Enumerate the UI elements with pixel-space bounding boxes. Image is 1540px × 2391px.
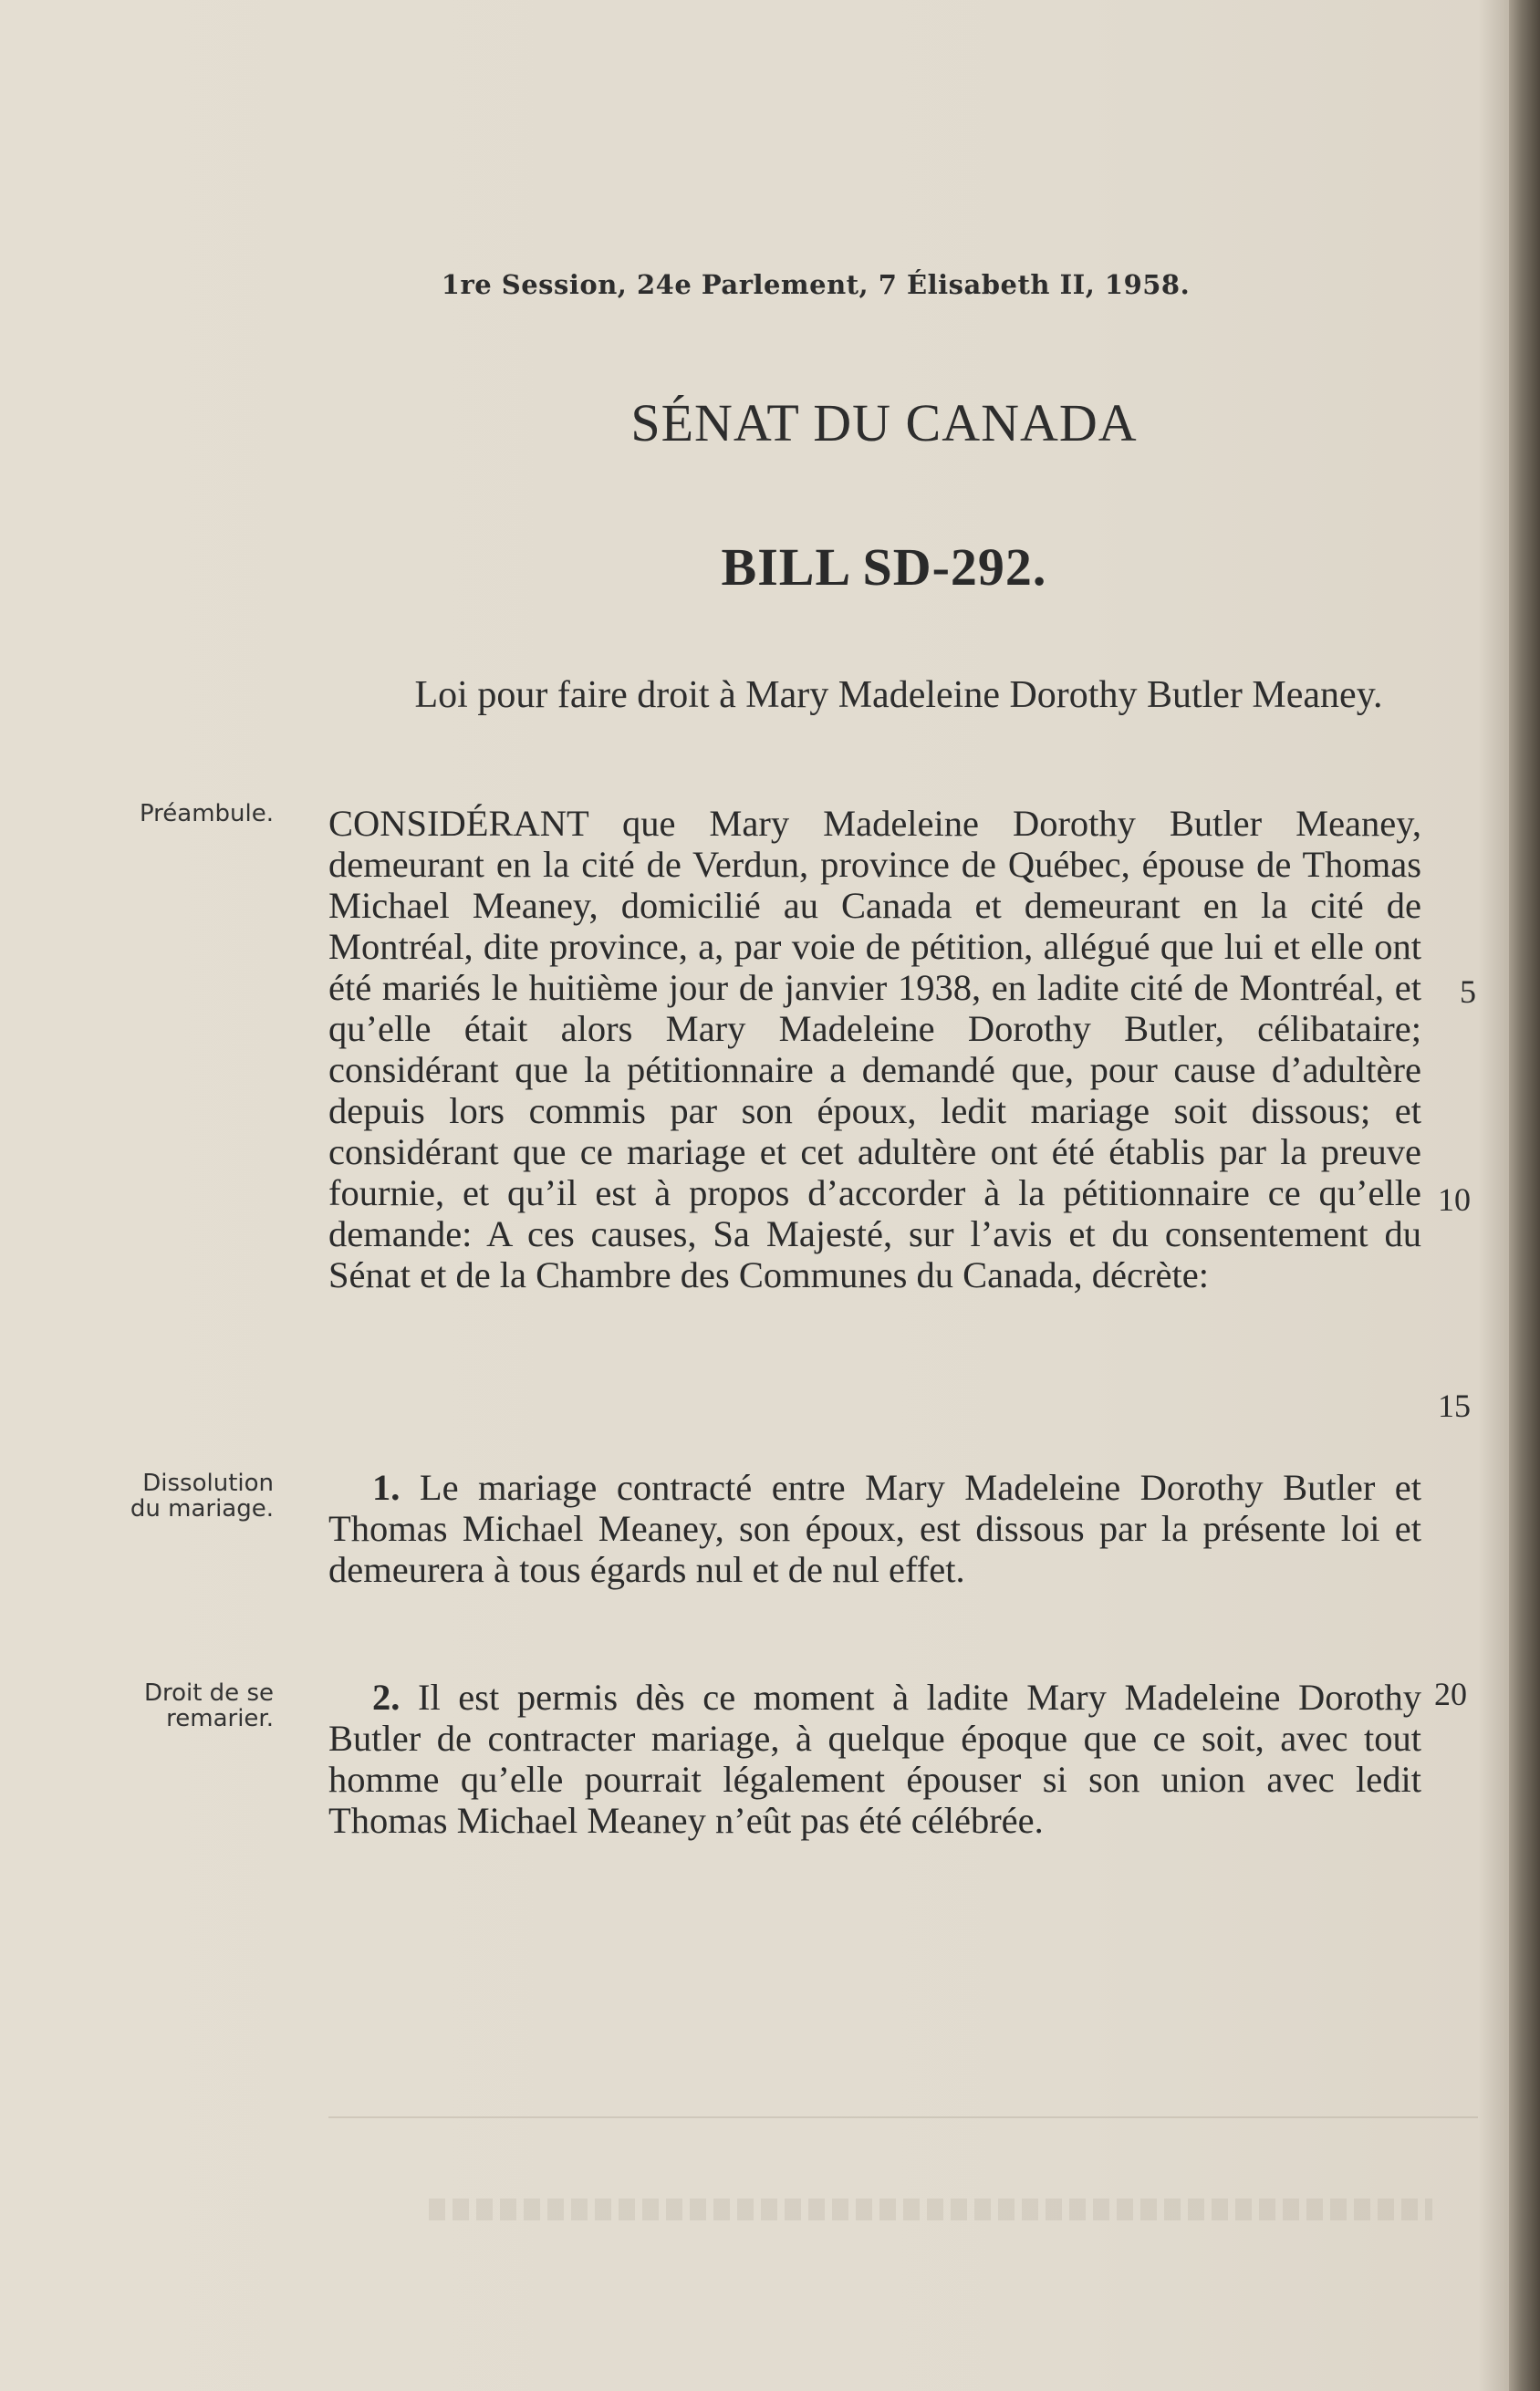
- book-binding-edge: [1509, 0, 1540, 2391]
- section-1-paragraph: [328, 1467, 1421, 1590]
- preamble-paragraph: [328, 803, 1421, 1295]
- section-2-text: Il est permis dès ce moment à ladite Mary Madeleine Dorothy Butler de contracter mariage, à quelque époque que ce soit, avec tout homme qu’elle pourrait légalement épouser si son union avec ledit Thomas Michael Meaney n’eût pas été célébrée.: [328, 1677, 1421, 1841]
- chamber-title: SÉNAT DU CANADA: [630, 393, 1138, 452]
- line-number-20: 20: [1434, 1676, 1467, 1712]
- margin-note-remarry: Droit de se remarier.: [143, 1679, 274, 1732]
- show-through-rule: [328, 2116, 1478, 2118]
- section-1-number: 1.: [372, 1467, 401, 1508]
- section-1-text: Le mariage contracté entre Mary Madeleine Dorothy Butler et Thomas Michael Meaney, son époux, est dissous par la présente loi et demeurera à tous égards nul et de nul effet.: [328, 1467, 1421, 1590]
- line-number-15: 15: [1438, 1388, 1471, 1424]
- section-2-number: 2.: [372, 1677, 401, 1718]
- line-number-10: 10: [1438, 1181, 1471, 1218]
- preamble-text: ONSIDÉRANT que Mary Madeleine Dorothy Butler Meaney, demeurant en la cité de Verdun, province de Québec, épouse de Thomas Michael Meaney, domicilié au Canada et demeurant en la cité de Montréal, dite province, a, par voie de pétition, allégué que lui et elle ont été mariés le huitième jour de janvier 1938, en ladite cité de Montréal, et qu’elle était alors Mary Madeleine Dorothy Butler, célibataire; considérant que la pétitionnaire a demandé que, pour cause d’adultère depuis lors commis par son époux, ledit mariage soit dissous; et considérant que ce mariage et cet adultère ont été établis par la preuve fournie, et qu’il est à propos d’accorder à la pétitionnaire ce qu’elle demande: A ces causes, Sa Majesté, sur l’avis et du consentement du Sénat et de la Chambre des Communes du Canada, décrète:: [328, 803, 1421, 1295]
- show-through-text: [429, 2199, 1432, 2220]
- section-2-paragraph: [328, 1677, 1421, 1841]
- drop-cap: C: [328, 803, 354, 844]
- session-header: 1re Session, 24e Parlement, 7 Élisabeth II, 1958.: [441, 269, 1191, 300]
- margin-note-preamble: Préambule.: [139, 800, 274, 827]
- bill-number: BILL SD-292.: [721, 537, 1047, 597]
- margin-note-dissolution: Dissolution du mariage.: [130, 1470, 274, 1523]
- line-number-5: 5: [1460, 973, 1476, 1010]
- bill-title: Loi pour faire droit à Mary Madeleine Dorothy Butler Meaney.: [414, 674, 1383, 716]
